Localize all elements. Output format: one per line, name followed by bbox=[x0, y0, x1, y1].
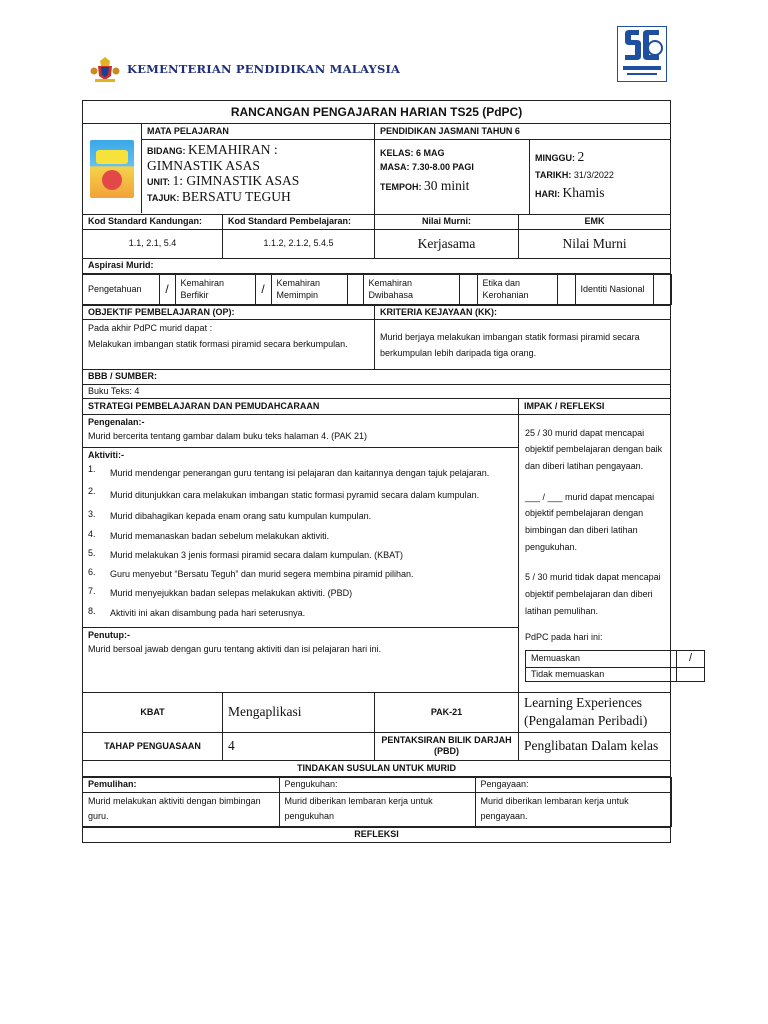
tidak-memuaskan-mark bbox=[677, 667, 705, 681]
emk-label: EMK bbox=[519, 215, 671, 230]
tahap-label: TAHAP PENGUASAAN bbox=[83, 732, 223, 760]
pdpc-label: PdPC pada hari ini: bbox=[525, 632, 603, 643]
tempoh-value: 30 minit bbox=[424, 177, 470, 193]
ministry-name: KEMENTERIAN PENDIDIKAN MALAYSIA bbox=[127, 62, 401, 76]
kbat-row bbox=[83, 692, 671, 732]
unit-label: UNIT: bbox=[147, 177, 170, 188]
aspirasi-kemahiran-memimpin-mark bbox=[347, 275, 363, 305]
pak21-label: PAK-21 bbox=[375, 692, 519, 732]
bbb-value: Buku Teks: 4 bbox=[83, 384, 671, 398]
nilai-murni-value: Kerjasama bbox=[375, 230, 519, 259]
impak-text-3: 5 / 30 murid tidak dapat mencapai objektif pembelajaran dan diberi latihan pemulihan. bbox=[525, 572, 661, 616]
impak-text-1: 25 / 30 murid dapat mencapai objektif pembelajaran dengan baik dan diberi latihan pengayaan. bbox=[525, 427, 663, 472]
subject-value: PENDIDIKAN JASMANI TAHUN 6 bbox=[375, 124, 670, 140]
kod-standard-pembelajaran-label: Kod Standard Pembelajaran: bbox=[223, 215, 375, 230]
aspirasi-kemahiran-memimpin: Kemahiran Memimpin bbox=[271, 275, 347, 305]
masa: MASA: 7.30-8.00 PAGI bbox=[380, 162, 474, 173]
subject-label: MATA PELAJARAN bbox=[142, 124, 374, 140]
list-item: 5. Murid melakukan 3 jenis formasi piramid secara dalam kumpulan. (KBAT) bbox=[88, 547, 403, 560]
pemulihan-label: Pemulihan: bbox=[83, 777, 279, 792]
kriteria-label: KRITERIA KEJAYAAN (KK): bbox=[375, 306, 671, 320]
refleksi-label: REFLEKSI bbox=[83, 827, 671, 842]
table-row: Memuaskan / bbox=[526, 650, 705, 667]
memuaskan-mark: / bbox=[677, 650, 705, 667]
pengukuhan-text: Murid diberikan lembaran kerja untuk pengukuhan bbox=[279, 792, 475, 826]
pak21-value-line-1: Learning Experiences bbox=[524, 695, 643, 711]
tindakan-label: TINDAKAN SUSULAN UNTUK MURID bbox=[83, 760, 671, 776]
impak-label: IMPAK / REFLEKSI bbox=[519, 398, 671, 414]
aspirasi-identiti-nasional-mark bbox=[653, 275, 671, 305]
tarikh-label: TARIKH: bbox=[535, 169, 572, 180]
hari-label: HARI: bbox=[535, 188, 560, 199]
standards-value-row bbox=[83, 230, 671, 259]
aktiviti-label: Aktiviti:- bbox=[88, 450, 124, 461]
kriteria-text: Murid berjaya melakukan imbangan statik formasi piramid secara berkumpulan lebih daripada tiga orang. bbox=[375, 320, 671, 370]
pemulihan-text: Murid melakukan aktiviti dengan bimbingan guru. bbox=[83, 792, 279, 826]
aspirasi-etika-kerohanian: Etika dan Kerohanian bbox=[477, 275, 557, 305]
textbook-image bbox=[90, 140, 134, 198]
penutup-text: Murid bersoal jawab dengan guru tentang aktiviti dan isi pelajaran hari ini. bbox=[88, 644, 382, 655]
strategi-label: STRATEGI PEMBELAJARAN DAN PEMUDAHCARAAN bbox=[83, 398, 519, 414]
kelas: KELAS: 6 MAG bbox=[380, 148, 445, 158]
objektif-header-row bbox=[83, 306, 671, 320]
list-item: 7. Murid menyejukkan badan selepas melakukan aktiviti. (PBD) bbox=[88, 586, 353, 599]
objektif-line-1: Pada akhir PdPC murid dapat : bbox=[88, 323, 213, 334]
bbb-label: BBB / SUMBER: bbox=[83, 370, 671, 384]
hari-value: Khamis bbox=[562, 184, 605, 200]
tindakan-body bbox=[83, 776, 671, 827]
standards-header-row bbox=[83, 215, 671, 230]
pdpc-table bbox=[525, 650, 705, 682]
tahap-value: 4 bbox=[223, 732, 375, 760]
list-item: 8. Aktiviti ini akan disambung pada hari seterusnya. bbox=[88, 605, 306, 618]
page-header bbox=[0, 0, 768, 100]
tajuk-label: TAJUK: bbox=[147, 192, 180, 203]
objektif-label: OBJEKTIF PEMBELAJARAN (OP): bbox=[83, 306, 375, 320]
strategi-body-row bbox=[83, 414, 671, 692]
tempoh-label: TEMPOH: bbox=[380, 181, 422, 192]
aspirasi-kemahiran-dwibahasa-mark bbox=[459, 275, 477, 305]
kod-standard-kandungan-value: 1.1, 2.1, 5.4 bbox=[83, 230, 223, 259]
table-row: Tidak memuaskan bbox=[526, 667, 705, 681]
nilai-murni-label: Nilai Murni: bbox=[375, 215, 519, 230]
pengukuhan-label: Pengukuhan: bbox=[279, 777, 475, 792]
pengayaan-text: Murid diberikan lembaran kerja untuk pengayaan. bbox=[475, 792, 671, 826]
objektif-line-2: Melakukan imbangan statik formasi piramid secara berkumpulan. bbox=[88, 338, 348, 349]
list-item: 6. Guru menyebut “Bersatu Teguh” dan murid segera membina piramid pilihan. bbox=[88, 567, 414, 580]
list-item: 2. Murid ditunjukkan cara melakukan imbangan static formasi pyramid secara dalam kumpulan. bbox=[88, 486, 480, 501]
pengenalan-text: Murid bercerita tentang gambar dalam buku teks halaman 4. (PAK 21) bbox=[88, 431, 367, 441]
minggu-label: MINGGU: bbox=[535, 153, 575, 163]
aspirasi-row bbox=[83, 274, 671, 306]
minggu-value: 2 bbox=[577, 149, 585, 164]
aspirasi-kemahiran-berfikir-mark: / bbox=[255, 275, 271, 305]
info-section bbox=[83, 124, 671, 215]
list-item: 1. Murid mendengar penerangan guru tentang isi pelajaran dan kaitannya dengan tajuk pelajaran. bbox=[88, 463, 490, 478]
tarikh-value: 31/3/2022 bbox=[573, 169, 614, 180]
ts25-logo-icon bbox=[617, 26, 667, 82]
pbd-value: Penglibatan Dalam kelas bbox=[519, 732, 671, 760]
aspirasi-kemahiran-dwibahasa: Kemahiran Dwibahasa bbox=[363, 275, 459, 305]
kod-standard-pembelajaran-value: 1.1.2, 2.1.2, 5.4.5 bbox=[223, 230, 375, 259]
pengenalan-label: Pengenalan:- bbox=[88, 416, 145, 427]
pbd-label: PENTAKSIRAN BILIK DARJAH (PBD) bbox=[375, 732, 519, 760]
tahap-row bbox=[83, 732, 671, 760]
bidang-value: KEMAHIRAN : bbox=[188, 142, 278, 157]
impak-text-2: ___ / ___ murid dapat mencapai objektif pembelajaran dengan bimbingan dan diberi latihan pengukuhan. bbox=[525, 491, 655, 552]
strategi-header-row bbox=[83, 398, 671, 414]
aspirasi-kemahiran-berfikir: Kemahiran Berfikir bbox=[175, 275, 255, 305]
penutup-label: Penutup:- bbox=[88, 630, 130, 641]
unit-value: 1: GIMNASTIK ASAS bbox=[172, 173, 300, 189]
bidang-value-2: GIMNASTIK ASAS bbox=[147, 157, 260, 173]
document-title: RANCANGAN PENGAJARAN HARIAN TS25 (PdPC) bbox=[83, 101, 671, 124]
aspirasi-etika-kerohanian-mark bbox=[557, 275, 575, 305]
tajuk-value: BERSATU TEGUH bbox=[181, 188, 291, 204]
list-item: 4. Murid memanaskan badan sebelum melakukan aktiviti. bbox=[88, 528, 330, 541]
objektif-value-row bbox=[83, 320, 671, 370]
aspirasi-label: Aspirasi Murid: bbox=[83, 259, 671, 274]
kbat-value: Mengaplikasi bbox=[223, 692, 375, 732]
kod-standard-kandungan-label: Kod Standard Kandungan: bbox=[83, 215, 223, 230]
coat-of-arms-icon bbox=[90, 55, 120, 83]
pengayaan-label: Pengayaan: bbox=[475, 777, 671, 792]
emk-value: Nilai Murni bbox=[519, 230, 671, 259]
pak21-value-line-2: (Pengalaman Peribadi) bbox=[524, 713, 648, 729]
textbook-cover bbox=[83, 124, 142, 213]
lesson-plan-table bbox=[82, 100, 693, 843]
kbat-label: KBAT bbox=[83, 692, 223, 732]
list-item: 3. Murid dibahagikan kepada enam orang satu kumpulan kumpulan. bbox=[88, 509, 372, 522]
aktiviti-list bbox=[88, 462, 513, 624]
aspirasi-pengetahuan-mark: / bbox=[159, 275, 175, 305]
aspirasi-pengetahuan: Pengetahuan bbox=[83, 275, 159, 305]
aspirasi-identiti-nasional: Identiti Nasional bbox=[575, 275, 653, 305]
bidang-label: BIDANG: bbox=[147, 146, 186, 156]
